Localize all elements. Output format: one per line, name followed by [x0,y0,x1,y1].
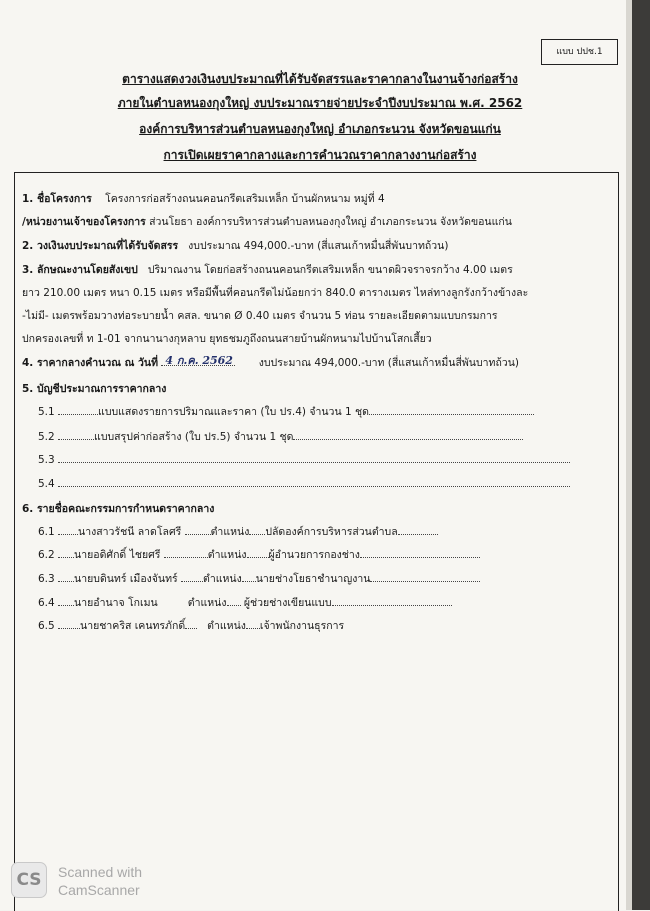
committee-position: ผู้อำนวยการกองช่าง [268,549,360,561]
agency-label: /หน่วยงานเจ้าของโครงการ [22,216,146,228]
leader-dots [369,404,534,415]
position-label: ตำแหน่ง [210,526,250,538]
agency-text: ส่วนโยธา องค์การบริหารส่วนตำบลหนองกุงใหญ่ อำเภอกระนวน จังหวัดขอนแก่น [149,216,512,228]
leader-dots [164,547,208,558]
item5-row-no: 5.2 [38,431,55,443]
leader-dots [58,476,570,487]
committee-name: นายชาคริส เคนทรภักดิ์ [80,620,186,632]
item3-label: 3. ลักษณะงานโดยสังเขป [22,264,138,276]
position-label: ตำแหน่ง [187,597,227,609]
item5-row-no: 5.3 [38,454,55,466]
committee-position: ปลัดองค์การบริหารส่วนตำบล [265,526,398,538]
leader-dots [58,571,74,582]
item1-row [22,190,385,207]
committee-name: นายอดิศักดิ์ ไชยศรี [74,549,161,561]
watermark-line-1: Scanned with [58,864,143,880]
item4-date-handwritten: 4 ก.ค. 2562 [165,354,233,367]
title-line-1: ตารางแสดงวงเงินงบประมาณที่ได้รับจัดสรรและราคากลางในงานจ้างก่อสร้าง [122,72,518,86]
committee-no: 6.4 [38,597,55,609]
leader-dots [370,571,480,582]
position-label: ตำแหน่ง [203,573,242,585]
committee-name: นายอำนาจ โกเมน [74,597,158,609]
item3-line4: ปกครองเลขที่ ท 1-01 จากนานางกุหลาบ ยุทธชมภูถึงถนนสายบ้านผักหนามไปบ้านโสกเสี้ยว [22,333,432,345]
leader-dots [242,571,256,582]
item5-row-1 [38,403,534,420]
camscanner-logo-icon: CS [11,862,47,898]
committee-row-5 [38,617,344,634]
committee-name: นายบดินทร์ เมืองจันทร์ [74,573,178,585]
item2-text: งบประมาณ 494,000.-บาท (สี่แสนเก้าหมื่นสี่พันบาทถ้วน) [188,240,449,252]
title-line-2: ภายในตำบลหนองกุงใหญ่ งบประมาณรายจ่ายประจำปีงบประมาณ พ.ศ. 2562 [117,96,523,110]
item2-label: 2. วงเงินงบประมาณที่ได้รับจัดสรร [22,240,179,252]
leader-dots [398,524,438,535]
item3-row [22,261,513,278]
committee-row-3 [38,570,480,587]
item5-row-2 [38,428,523,445]
content-frame [14,172,619,911]
leader-dots [247,547,269,558]
leader-dots [58,524,78,535]
item5-row-no: 5.1 [38,406,55,418]
watermark-line-2: CamScanner [58,882,140,898]
item5-row-4 [38,476,570,490]
leader-dots [293,429,523,440]
item5-row-no: 5.4 [38,478,55,490]
item5-row-3 [38,452,570,466]
committee-no: 6.1 [38,526,55,538]
leader-dots [249,524,265,535]
item5-row-text: แบบแสดงรายการปริมาณและราคา (ใบ ปร.4) จำนวน 1 ชุด [98,406,369,418]
committee-name: นางสาวรัชนี ลาดโลศรี [78,526,182,538]
item4-row [22,354,519,371]
leader-dots [360,547,480,558]
agency-row [22,213,512,230]
leader-dots [185,618,197,629]
item3-line3: -ไม่มี- เมตรพร้อมวางท่อระบายน้ำ คสล. ขนาด Ø 0.40 เมตร จำนวน 5 ท่อน รายละเอียดตามแบบกรมการ [22,310,498,322]
leader-dots [227,595,241,606]
committee-no: 6.3 [38,573,55,585]
position-label: ตำแหน่ง [207,620,246,632]
leader-dots [181,571,203,582]
title-line-4: การเปิดเผยราคากลางและการคำนวณราคากลางงานก่อสร้าง [163,148,477,162]
item5-label: 5. บัญชีประมาณการราคากลาง [22,383,167,395]
item4-date-field [161,355,235,366]
item4-text: งบประมาณ 494,000.-บาท (สี่แสนเก้าหมื่นสี่พันบาทถ้วน) [258,357,519,369]
leader-dots [246,618,260,629]
item4-label: 4. ราคากลางคำนวณ ณ วันที่ [22,357,159,369]
item1-text: โครงการก่อสร้างถนนคอนกรีตเสริมเหล็ก บ้านผักหนาม หมู่ที่ 4 [105,193,385,205]
item2-row [22,237,448,254]
leader-dots [58,452,570,463]
leader-dots [58,404,98,415]
item1-label: 1. ชื่อโครงการ [22,193,92,205]
leader-dots [58,618,80,629]
item5-row-text: แบบสรุปค่าก่อสร้าง (ใบ ปร.5) จำนวน 1 ชุด [94,431,294,443]
committee-row-1 [38,523,438,540]
leader-dots [58,429,94,440]
committee-row-4 [38,594,452,611]
committee-position: นายช่างโยธาชำนาญงาน [255,573,371,585]
leader-dots [58,547,74,558]
committee-no: 6.2 [38,549,55,561]
leader-dots [185,524,211,535]
position-label: ตำแหน่ง [207,549,247,561]
item3-line1: ปริมาณงาน โดยก่อสร้างถนนคอนกรีตเสริมเหล็ก ขนาดผิวจราจรกว้าง 4.00 เมตร [147,264,513,276]
item3-line2: ยาว 210.00 เมตร หนา 0.15 เมตร หรือมีพื้นที่คอนกรีตไม่น้อยกว่า 840.0 ตารางเมตร ไหล่ทางลูกรังกว้างข้างละ [22,287,529,299]
title-line-3: องค์การบริหารส่วนตำบลหนองกุงใหญ่ อำเภอกระนวน จังหวัดขอนแก่น [139,122,501,136]
committee-position: ผู้ช่วยช่างเขียนแบบ [243,597,332,609]
leader-dots [58,595,74,606]
item6-label: 6. รายชื่อคณะกรรมการกำหนดราคากลาง [22,503,215,515]
leader-dots [332,595,452,606]
form-code-box: แบบ ปปช.1 [541,39,618,65]
committee-row-2 [38,546,480,563]
scan-background [632,0,650,910]
committee-position: เจ้าพนักงานธุรการ [259,620,345,632]
committee-no: 6.5 [38,620,55,632]
